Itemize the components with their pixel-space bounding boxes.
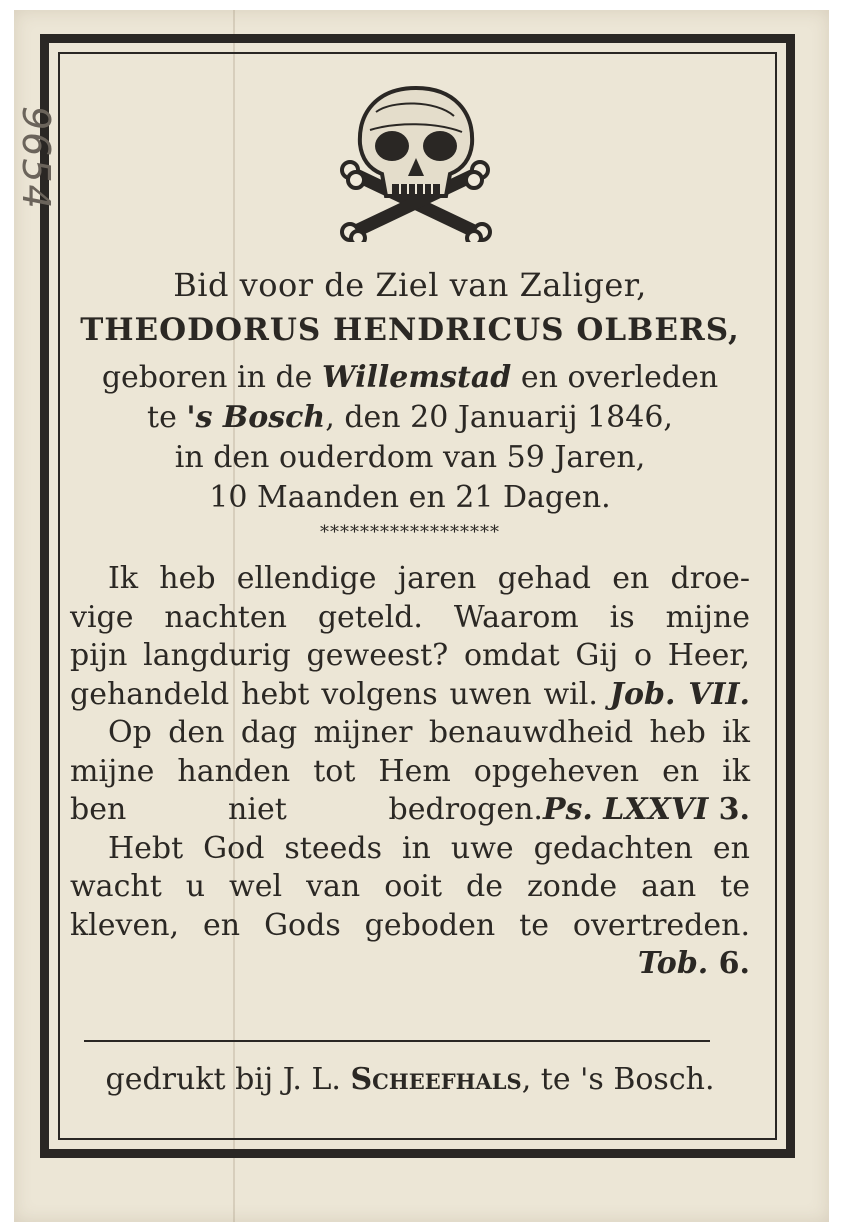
printer-line: gedrukt bij J. L. Scheefhals, te 's Bosch.	[105, 1062, 715, 1097]
verse-reference: Job. VII.	[609, 676, 750, 712]
deceased-name: THEODORUS HENDRICUS OLBERS,	[80, 312, 740, 348]
separator: ******************	[320, 522, 500, 543]
verse-tobit: Hebt God steeds in uwe gedachten en wacht u wel van ooit de zonde aan te kleven, en Gods geboden te overtreden. Tob. 6.	[70, 830, 750, 981]
birth-place: Willemstad	[321, 360, 512, 395]
age-line-1: in den ouderdom van 59 Jaren,	[174, 440, 646, 475]
death-line: te 's Bosch, den 20 Januarij 1846,	[147, 400, 673, 435]
divider-rule	[84, 1040, 710, 1042]
prayer-heading: Bid voor de Ziel van Zaliger,	[173, 266, 647, 304]
verse-reference: Ps. LXXVI	[542, 792, 709, 827]
verse-psalm: Op den dag mijner benauwdheid heb ik mijne handen tot Hem opgeheven en ik ben niet bedrogen. Ps. LXXVI 3.	[70, 715, 750, 827]
birth-line: geboren in de Willemstad en overleden	[101, 360, 719, 395]
verse-job: Ik heb ellendige jaren gehad en droe- vige nachten geteld. Waarom is mijne pijn langdurig geweest? omdat Gij o Heer, gehandeld hebt volgens uwen wil. Job. VII.	[70, 561, 750, 712]
death-place: 's Bosch	[186, 400, 326, 435]
verse-reference: Tob.	[637, 946, 709, 981]
skull-and-crossbones-icon	[336, 82, 496, 242]
archive-number: 9654	[14, 106, 58, 211]
age-line-2: 10 Maanden en 21 Dagen.	[209, 480, 611, 515]
printer-name: Scheefhals	[350, 1062, 522, 1097]
card-text	[70, 266, 750, 984]
